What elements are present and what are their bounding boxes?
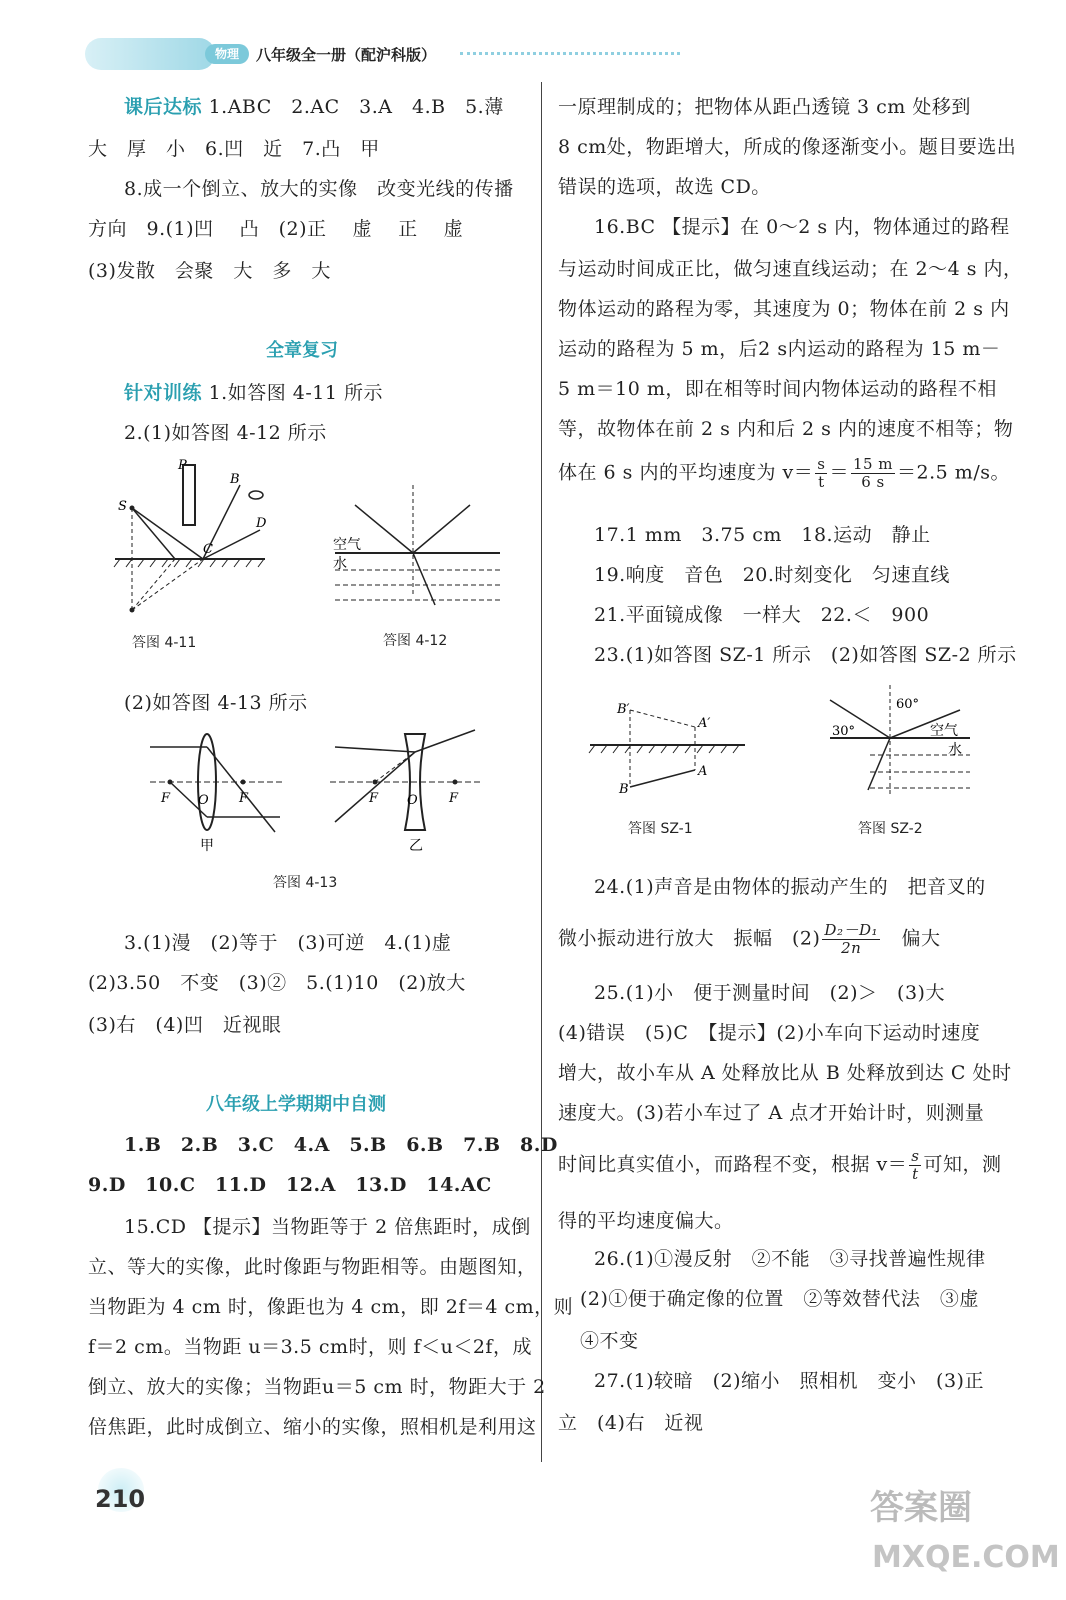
avg-speed-result: ＝2.5 m/s。 [897, 461, 1010, 484]
right-line-18: (4)错误 (5)C 【提示】(2)小车向下运动时速度 [558, 1022, 981, 1044]
caption-sz-1: 答图 SZ-1 [628, 821, 693, 837]
right-line-16 [558, 922, 941, 957]
label-C: C [203, 542, 213, 557]
right-line-10 [558, 456, 1010, 491]
kehou-label: 课后达标 [124, 96, 203, 118]
midterm-line-1: 1.B 2.B 3.C 4.A 5.B 6.B 7.B 8.D [124, 1134, 558, 1156]
label-air-2: 空气 [930, 723, 958, 739]
column-divider [541, 82, 542, 1462]
frac-den-6s: 6 s [861, 473, 885, 491]
right-line-21 [558, 1148, 1002, 1183]
review-line-5: (2)3.50 不变 (3)② 5.(1)10 (2)放大 [88, 972, 466, 994]
q24-result: 偏大 [882, 927, 941, 950]
right-line-19: 增大，故小车从 A 处释放比从 B 处释放到达 C 处时 [558, 1062, 1012, 1084]
right-line-20: 速度大。(3)若小车过了 A 点才开始计时，则测量 [558, 1102, 985, 1124]
label-yi: 乙 [409, 838, 423, 854]
label-B: B [230, 472, 240, 487]
frac-den-t-2: t [912, 1165, 919, 1183]
right-line-24: (2)①便于确定像的位置 ②等效替代法 ③虚 [580, 1288, 979, 1310]
label-A: A [698, 764, 708, 779]
right-line-22: 得的平均速度偏大。 [558, 1210, 734, 1232]
watermark-logo: 答案圈 [870, 1488, 972, 1528]
figure-4-13 [145, 722, 485, 857]
right-line-4: 16.BC 【提示】在 0～2 s 内，物体通过的路程 [594, 216, 1010, 238]
right-line-27: 立 (4)右 近视 [558, 1412, 704, 1434]
right-line-13: 21.平面镜成像 一样大 22.＜ 900 [594, 604, 930, 626]
label-O-1: O [198, 793, 209, 808]
kehou-line-1 [124, 92, 504, 119]
kehou-line-4: 方向 9.(1)凹 凸 (2)正 虚 正 虚 [88, 218, 464, 240]
review-line-1 [124, 378, 383, 405]
label-F-left-1: F [161, 791, 171, 806]
frac-num-15m: 15 m [852, 455, 894, 473]
q25-result: 可知，测 [923, 1153, 1002, 1176]
right-line-17: 25.(1)小 便于测量时间 (2)＞ (3)大 [594, 982, 945, 1004]
midterm-line-5: 当物距为 4 cm 时，像距也为 4 cm，即 2f＝4 cm，则 [88, 1296, 574, 1318]
right-line-9: 等，故物体在前 2 s 内和后 2 s 内的速度不相等；物 [558, 418, 1014, 440]
label-water-2: 水 [948, 742, 962, 758]
q24-text: 微小振动进行放大 振幅 (2) [558, 927, 821, 950]
midterm-line-3: 15.CD 【提示】当物距等于 2 倍焦距时，成倒 [124, 1216, 531, 1238]
label-B-point: B [619, 782, 629, 797]
figure-4-12 [325, 475, 505, 615]
right-line-11: 17.1 mm 3.75 cm 18.运动 静止 [594, 524, 931, 546]
label-B-prime: B′ [617, 702, 630, 717]
header-dotted-arrow [460, 52, 680, 57]
equals-sign: ＝ [829, 461, 849, 484]
right-line-14: 23.(1)如答图 SZ-1 所示 (2)如答图 SZ-2 所示 [594, 644, 1017, 666]
right-line-1: 一原理制成的；把物体从距凸透镜 3 cm 处移到 [558, 96, 971, 118]
review-title: 全章复习 [266, 340, 338, 361]
label-F-right-2: F [449, 791, 459, 806]
kehou-line-5: (3)发散 会聚 大 多 大 [88, 260, 331, 282]
right-line-12: 19.响度 音色 20.时刻变化 匀速直线 [594, 564, 950, 586]
fraction-s-t-2 [909, 1148, 921, 1183]
figure-sz-2 [820, 680, 980, 805]
header-decoration [85, 38, 215, 70]
fraction-15-6 [851, 456, 895, 491]
midterm-line-8: 倍焦距，此时成倒立、缩小的实像，照相机是利用这 [88, 1416, 537, 1438]
label-air: 空气 [333, 537, 361, 553]
review-text-1: 1.如答图 4-11 所示 [208, 382, 383, 404]
label-water: 水 [333, 556, 347, 572]
page-number: 210 [95, 1485, 146, 1513]
label-D: D [256, 516, 267, 531]
right-line-6: 物体运动的路程为零，其速度为 0；物体在前 2 s 内 [558, 298, 1010, 320]
frac-num-s: s [817, 455, 826, 473]
frac-num-s-2: s [911, 1147, 920, 1165]
caption-4-11: 答图 4-11 [132, 635, 197, 651]
label-O-2: O [407, 793, 418, 808]
right-line-2: 8 cm处，物距增大，所成的像逐渐变小。题目要选出 [558, 136, 1017, 158]
kehou-text-1: 1.ABC 2.AC 3.A 4.B 5.薄 [208, 96, 504, 118]
caption-4-13: 答图 4-13 [273, 875, 338, 891]
review-label: 针对训练 [124, 382, 203, 404]
frac-den-2n: 2n [841, 939, 862, 957]
label-P: P [178, 458, 187, 473]
review-line-4: 3.(1)漫 (2)等于 (3)可逆 4.(1)虚 [124, 932, 452, 954]
right-line-8: 5 m＝10 m，即在相等时间内物体运动的路程不相 [558, 378, 997, 400]
label-30deg: 30° [832, 724, 856, 739]
midterm-line-4: 立、等大的实像，此时像距与物距相等。由题图知， [88, 1256, 537, 1278]
figure-4-11 [110, 455, 270, 620]
right-line-25: ④不变 [580, 1330, 639, 1352]
midterm-line-7: 倒立、放大的实像；当物距u＝5 cm 时，物距大于 2 [88, 1376, 546, 1398]
header-subject-badge: 物理 [205, 44, 249, 64]
review-line-3: (2)如答图 4-13 所示 [124, 692, 308, 714]
kehou-line-2: 大 厚 小 6.凹 近 7.凸 甲 [88, 138, 380, 160]
label-A-prime: A′ [698, 716, 711, 731]
label-60deg: 60° [896, 697, 920, 712]
right-line-23: 26.(1)①漫反射 ②不能 ③寻找普遍性规律 [594, 1248, 986, 1270]
right-line-5: 与运动时间成正比，做匀速直线运动；在 2～4 s 内， [558, 258, 1023, 280]
figure-sz-1 [585, 695, 755, 805]
label-jia: 甲 [200, 838, 214, 854]
caption-4-12: 答图 4-12 [383, 633, 448, 649]
header-book-title: 八年级全一册（配沪科版） [256, 46, 437, 64]
right-line-15: 24.(1)声音是由物体的振动产生的 把音叉的 [594, 876, 986, 898]
right-line-3: 错误的选项，故选 CD。 [558, 176, 771, 198]
fraction-d2-d1-2n [822, 922, 880, 957]
q25-text: 时间比真实值小，而路程不变，根据 v＝ [558, 1153, 908, 1176]
fraction-s-t [815, 456, 827, 491]
label-F-right-1: F [239, 791, 249, 806]
label-S: S [118, 499, 127, 514]
review-line-2: 2.(1)如答图 4-12 所示 [124, 422, 327, 444]
kehou-line-3: 8.成一个倒立、放大的实像 改变光线的传播 [124, 178, 514, 200]
frac-den-t: t [818, 473, 825, 491]
review-line-6: (3)右 (4)凹 近视眼 [88, 1014, 282, 1036]
label-F-left-2: F [369, 791, 379, 806]
right-line-7: 运动的路程为 5 m，后2 s内运动的路程为 15 m－ [558, 338, 1001, 360]
right-line-26: 27.(1)较暗 (2)缩小 照相机 变小 (3)正 [594, 1370, 984, 1392]
frac-num-d: D₂－D₁ [824, 921, 879, 939]
avg-speed-text: 体在 6 s 内的平均速度为 v＝ [558, 461, 814, 484]
watermark-url: MXQE.COM [872, 1540, 1060, 1575]
caption-sz-2: 答图 SZ-2 [858, 821, 923, 837]
midterm-line-6: f＝2 cm。当物距 u＝3.5 cm时，则 f＜u＜2f，成 [88, 1336, 532, 1358]
midterm-title: 八年级上学期期中自测 [206, 1094, 386, 1115]
midterm-line-2: 9.D 10.C 11.D 12.A 13.D 14.AC [88, 1174, 492, 1196]
eye-icon [249, 491, 263, 499]
